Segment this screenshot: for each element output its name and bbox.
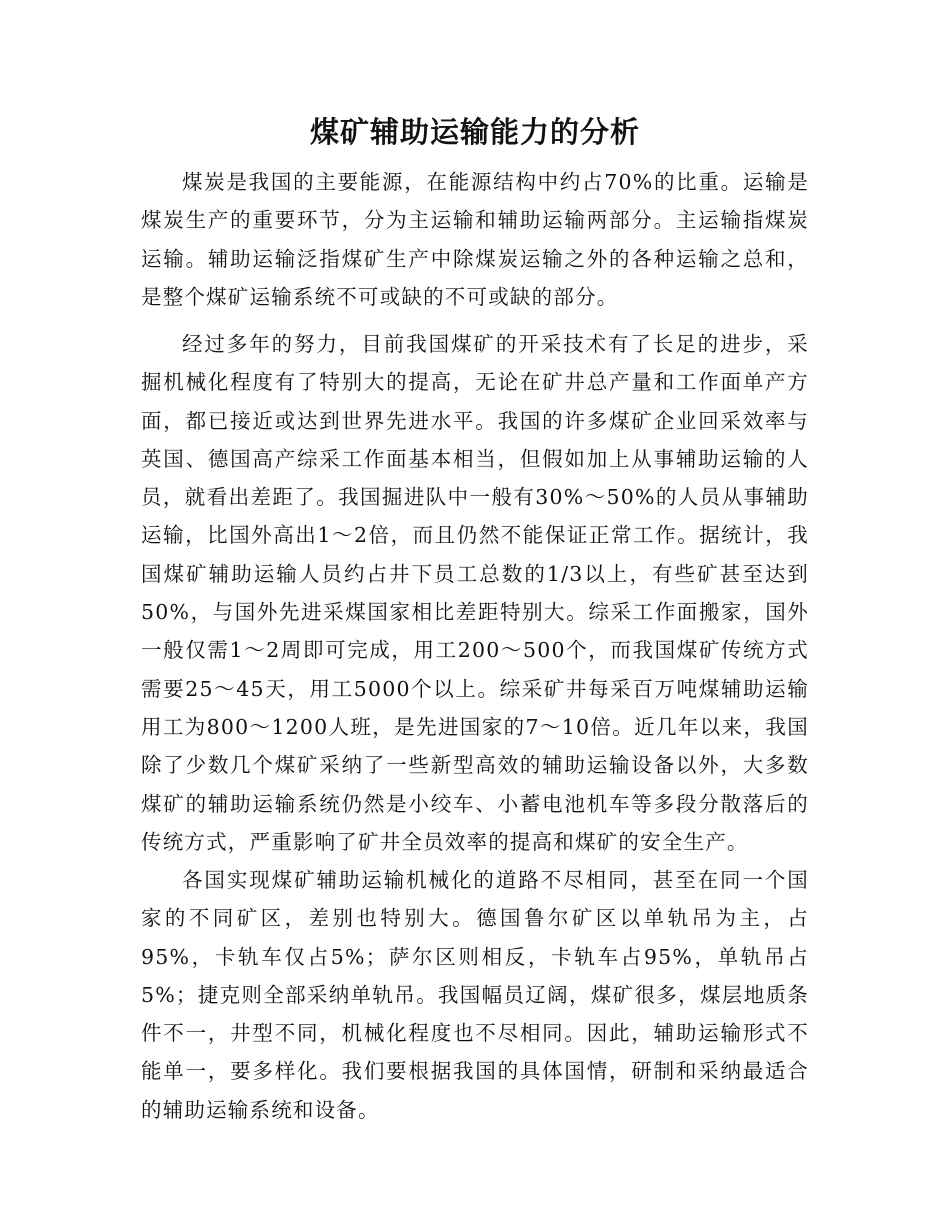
- document-title: 煤矿辅助运输能力的分析: [309, 115, 640, 149]
- paragraph-1: 煤炭是我国的主要能源，在能源结构中约占70%的比重。运输是煤炭生产的重要环节，分为主运输和辅助运输两部分。主运输指煤炭运输。辅助运输泛指煤矿生产中除煤炭运输之外的各种运输之总和，是整个煤矿运输系统不可或缺的不可或缺的部分。: [141, 170, 809, 309]
- paragraph-3: 各国实现煤矿辅助运输机械化的道路不尽相同，甚至在同一个国家的不同矿区，差别也特别大。德国鲁尔矿区以单轨吊为主，占95%，卡轨车仅占5%；萨尔区则相反，卡轨车占95%，单轨吊占5%；捷克则全部采纳单轨吊。我国幅员辽阔，煤矿很多，煤层地质条件不一，井型不同，机械化程度也不尽相同。因此，辅助运输形式不能单一，要多样化。我们要根据我国的具体国情，研制和采纳最适合的辅助运输系统和设备。: [141, 868, 809, 1122]
- paragraph-2: 经过多年的努力，目前我国煤矿的开采技术有了长足的进步，采掘机械化程度有了特别大的提高，无论在矿井总产量和工作面单产方面，都已接近或达到世界先进水平。我国的许多煤矿企业回采效率与英国、德国高产综采工作面基本相当，但假如加上从事辅助运输的人员，就看出差距了。我国掘进队中一般有30%～50%的人员从事辅助运输，比国外高出1～2倍，而且仍然不能保证正常工作。据统计，我国煤矿辅助运输人员约占井下员工总数的1/3以上，有些矿甚至达到50%，与国外先进采煤国家相比差距特别大。综采工作面搬家，国外一般仅需1～2周即可完成，用工200～500个，而我国煤矿传统方式需要25～45天，用工5000个以上。综采矿井每采百万吨煤辅助运输用工为800～1200人班，是先进国家的7～10倍。近几年以来，我国除了少数几个煤矿采纳了一些新型高效的辅助运输设备以外，大多数煤矿的辅助运输系统仍然是小绞车、小蓄电池机车等多段分散落后的传统方式，严重影响了矿井全员效率的提高和煤矿的安全生产。: [141, 332, 809, 854]
